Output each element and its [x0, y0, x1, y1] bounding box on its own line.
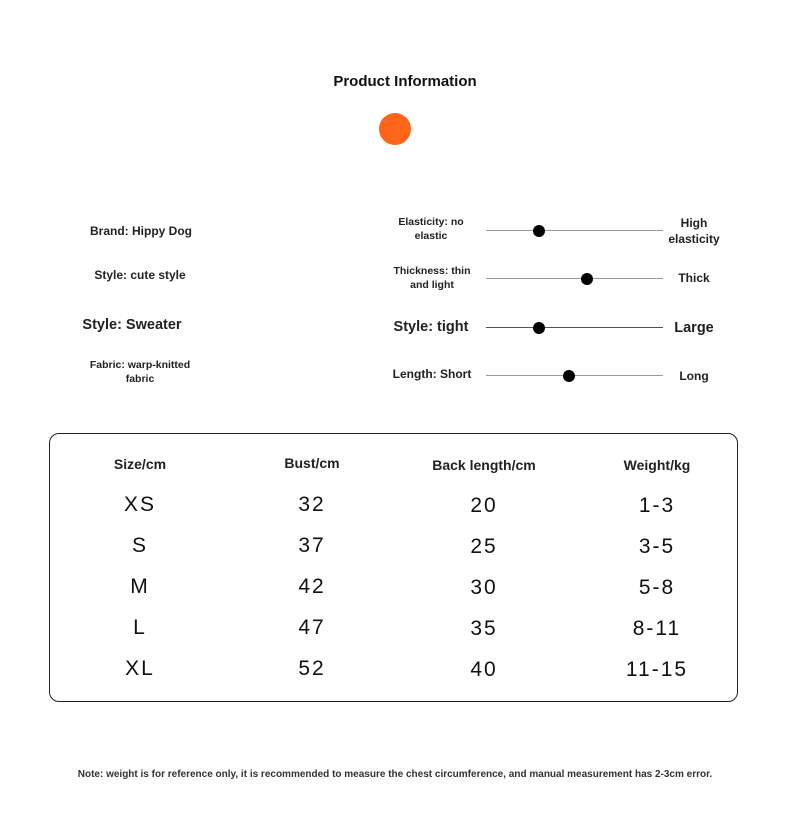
table-cell: 1-3	[638, 494, 676, 517]
table-cell: 5-8	[638, 576, 676, 599]
table-cell: XS	[123, 493, 156, 516]
table-cell: 32	[298, 493, 326, 516]
table-cell: 25	[470, 535, 498, 558]
scale-elasticity-left-line2: elastic	[414, 230, 448, 242]
fabric-label-line1: Fabric: warp-knitted	[89, 359, 191, 371]
page-title: Product Information	[333, 73, 477, 90]
scale-elasticity-track	[486, 230, 663, 231]
scale-thickness-track	[486, 278, 663, 279]
scale-thickness-knob	[581, 273, 593, 285]
table-header-back-length: Back length/cm	[432, 457, 536, 473]
scale-thickness-left-label	[372, 264, 492, 292]
table-header-bust: Bust/cm	[284, 455, 340, 471]
scale-elasticity-left-line1: Elasticity: no	[398, 216, 464, 228]
table-cell: 37	[298, 534, 326, 557]
scale-elasticity-left-label	[372, 215, 490, 243]
table-cell: 30	[470, 576, 498, 599]
table-header-size: Size/cm	[113, 456, 167, 472]
table-cell: 42	[298, 575, 326, 598]
table-cell: 3-5	[638, 535, 676, 558]
scale-elasticity-knob	[533, 225, 545, 237]
accent-dot	[379, 113, 411, 145]
scale-length-knob	[563, 370, 575, 382]
brand-label: Brand: Hippy Dog	[90, 224, 192, 238]
scale-elasticity-right-line2: elasticity	[668, 232, 720, 246]
table-cell: 52	[298, 657, 326, 680]
scale-fit-knob	[533, 322, 545, 334]
table-cell: 20	[470, 494, 498, 517]
scale-elasticity-right-label	[654, 215, 734, 247]
scale-thickness-left-line2: and light	[410, 279, 454, 291]
table-cell: 11-15	[625, 658, 689, 681]
table-cell: 35	[470, 617, 498, 640]
style-sweater-label: Style: Sweater	[82, 317, 182, 333]
table-header-weight: Weight/kg	[623, 457, 691, 473]
style-cute-label: Style: cute style	[94, 268, 186, 282]
table-cell: 40	[470, 658, 498, 681]
fabric-label-line2: fabric	[125, 373, 155, 385]
scale-fit-left-label: Style: tight	[393, 319, 469, 335]
table-cell: 8-11	[632, 617, 682, 640]
scale-elasticity-right-line1: High	[680, 216, 708, 230]
table-cell: L	[133, 616, 147, 639]
scale-fit-track	[486, 327, 663, 328]
scale-length-left-label: Length: Short	[392, 367, 472, 381]
table-cell: XL	[125, 657, 155, 680]
table-cell: M	[130, 575, 150, 598]
table-cell: S	[131, 534, 148, 557]
scale-fit-right-label: Large	[674, 320, 714, 336]
scale-length-right-label: Long	[679, 369, 709, 383]
fabric-label	[60, 358, 220, 386]
footnote: Note: weight is for reference only, it is recommended to measure the chest circumference, and manual measurement has 2-3cm error.	[77, 769, 713, 780]
table-cell: 47	[298, 616, 326, 639]
scale-thickness-right-label: Thick	[678, 271, 710, 285]
scale-thickness-left-line1: Thickness: thin	[393, 265, 471, 277]
